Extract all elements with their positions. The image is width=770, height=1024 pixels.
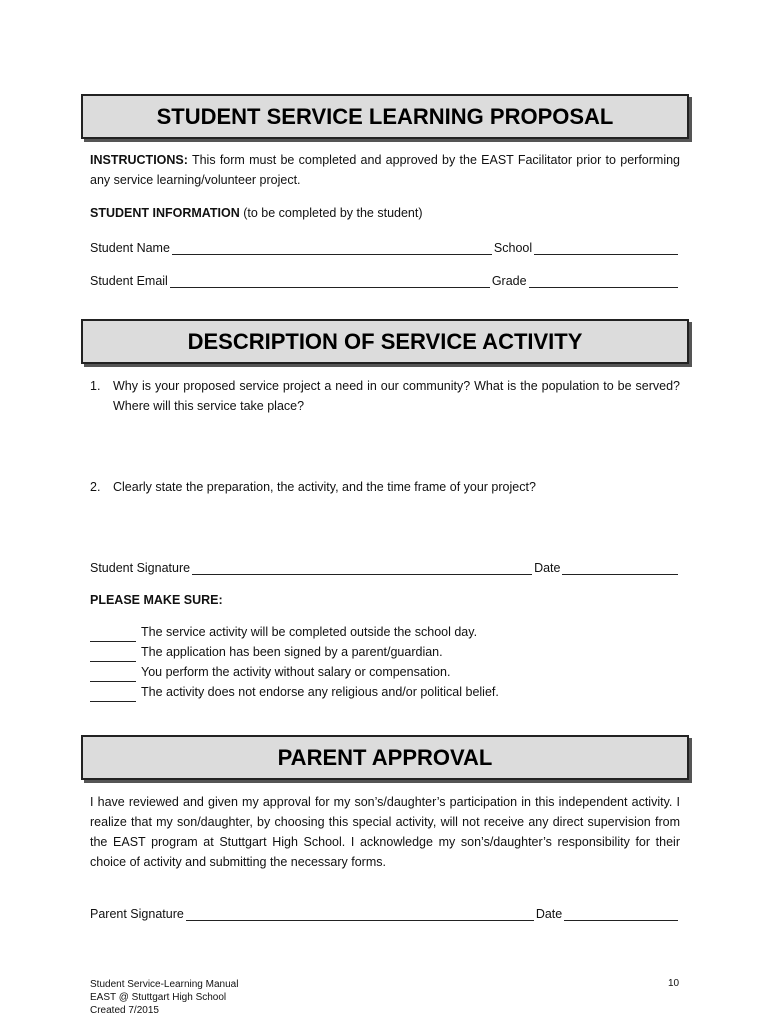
student-date-field[interactable] <box>562 561 678 575</box>
proposal-title: STUDENT SERVICE LEARNING PROPOSAL <box>156 103 614 129</box>
question-1 <box>90 376 680 416</box>
checklist-blank[interactable] <box>90 627 136 642</box>
school-label: School <box>493 241 533 255</box>
page-number: 10 <box>668 978 680 989</box>
parent-signature-row <box>90 903 680 921</box>
question-2-number: 2. <box>90 480 101 494</box>
student-name-field[interactable] <box>172 241 492 255</box>
parent-date-field[interactable] <box>564 907 678 921</box>
student-signature-label: Student Signature <box>90 561 191 575</box>
student-info-label: STUDENT INFORMATION <box>90 206 240 220</box>
school-field[interactable] <box>534 241 678 255</box>
student-info-note: (to be completed by the student) <box>239 206 423 220</box>
checklist-title: PLEASE MAKE SURE: <box>90 593 223 607</box>
question-2 <box>90 477 680 497</box>
checklist-item <box>90 682 499 702</box>
student-info-heading <box>90 203 423 223</box>
footer-line-3: Created 7/2015 <box>90 1005 159 1016</box>
question-2-text: Clearly state the preparation, the activity, and the time frame of your project? <box>113 480 536 494</box>
student-signature-row <box>90 557 680 575</box>
instructions-label: INSTRUCTIONS: <box>90 153 188 167</box>
checklist-item-text: The application has been signed by a parent/guardian. <box>141 645 443 659</box>
instructions-paragraph <box>90 150 680 190</box>
checklist-item-text: You perform the activity without salary or compensation. <box>141 665 451 679</box>
checklist-item-text: The activity does not endorse any religious and/or political belief. <box>141 685 499 699</box>
checklist-blank[interactable] <box>90 687 136 702</box>
student-email-label: Student Email <box>90 274 168 288</box>
parent-date-label: Date <box>535 907 563 921</box>
student-email-field[interactable] <box>170 274 490 288</box>
checklist-item <box>90 662 450 682</box>
grade-field[interactable] <box>529 274 678 288</box>
student-name-label: Student Name <box>90 241 170 255</box>
student-date-label: Date <box>534 561 561 575</box>
parent-signature-field[interactable] <box>186 907 534 921</box>
description-title: DESCRIPTION OF SERVICE ACTIVITY <box>187 328 583 354</box>
checklist-item <box>90 622 477 642</box>
description-header <box>81 319 689 364</box>
checklist-blank[interactable] <box>90 647 136 662</box>
question-1-text: Why is your proposed service project a need in our community? What is the population to be served? Where will this service take place? <box>113 379 680 413</box>
parent-signature-label: Parent Signature <box>90 907 184 921</box>
footer-line-1: Student Service-Learning Manual <box>90 979 239 990</box>
student-email-row <box>90 270 680 288</box>
footer <box>90 978 238 1017</box>
grade-label: Grade <box>491 274 527 288</box>
student-name-row <box>90 237 680 255</box>
checklist-item-text: The service activity will be completed outside the school day. <box>141 625 478 639</box>
question-1-number: 1. <box>90 379 101 393</box>
checklist-item <box>90 642 443 662</box>
student-signature-field[interactable] <box>192 561 532 575</box>
parent-approval-paragraph: I have reviewed and given my approval for my son’s/daughter’s participation in this independent activity. I realize that my son/daughter, by choosing this special activity, will not receive any direct supervision from the EAST program at Stuttgart High School. I acknowledge my son’s/daughter’s responsibility for their choice of activity and submitting the necessary forms. <box>90 795 680 869</box>
proposal-header <box>81 94 689 139</box>
parent-approval-header <box>81 735 689 780</box>
footer-line-2: EAST @ Stuttgart High School <box>90 992 227 1003</box>
parent-approval-title: PARENT APPROVAL <box>277 744 493 770</box>
checklist-blank[interactable] <box>90 667 136 682</box>
instructions-text: This form must be completed and approved by the EAST Facilitator prior to performing any service learning/volunteer project. <box>90 153 680 187</box>
